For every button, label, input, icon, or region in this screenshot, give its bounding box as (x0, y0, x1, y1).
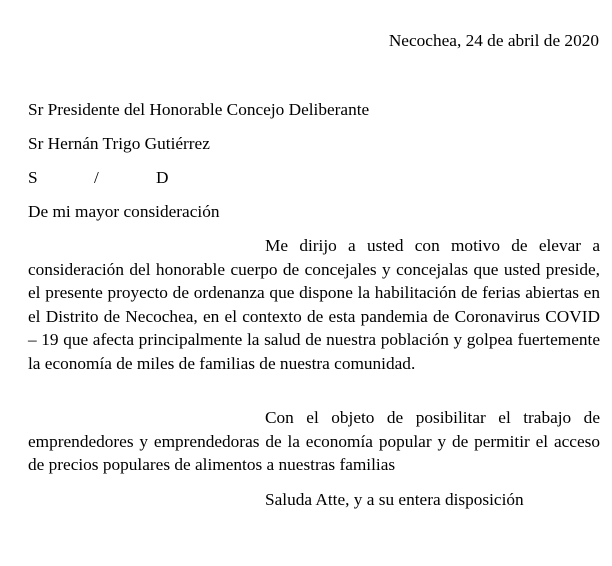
recipient-name: Sr Hernán Trigo Gutiérrez (28, 134, 210, 153)
greeting: De mi mayor consideración (28, 202, 220, 221)
recipient-title: Sr Presidente del Honorable Concejo Deliberante (28, 100, 370, 119)
body-paragraph-1: Me dirijo a usted con motivo de elevar a consideración del honorable cuerpo de concejales y concejalas que usted preside, el presente proyecto de ordenanza que dispone la habilitación de ferias abiertas en el Distrito de Necochea, en el contexto de esta pandemia de Coronavirus COVID – 19 que afecta principalmente la salud de nuestra población y golpea fuertemente la economía de miles de familias de nuestra comunidad. (28, 236, 600, 373)
sd-s: S (28, 168, 38, 187)
sd-d: D (156, 168, 169, 187)
sd-slash: / (94, 168, 99, 187)
closing-line: Saluda Atte, y a su entera disposición (265, 490, 524, 509)
body-paragraph-2: Con el objeto de posibilitar el trabajo de emprendedores y emprendedoras de la economía popular y de permitir el acceso de precios populares de alimentos a nuestras familias (28, 408, 600, 474)
letter-date: Necochea, 24 de abril de 2020 (388, 31, 599, 50)
